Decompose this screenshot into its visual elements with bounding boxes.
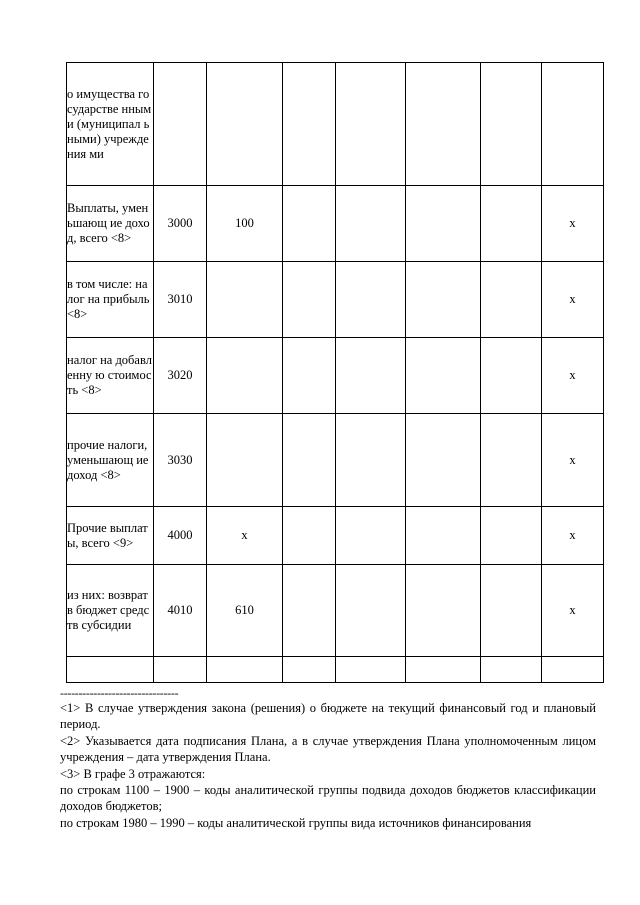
footnote-2: <2> Указывается дата подписания Плана, а в случае утверждения Плана уполномоченным лицом учреждения – дата утверждения Плана. [60,733,596,765]
footnote-3: <3> В графе 3 отражаются: [60,766,206,781]
row-name-cell: в том числе: налог на прибыль <8> [67,262,154,338]
table-row [67,63,604,186]
empty-cell [406,338,481,414]
empty-cell [406,565,481,657]
empty-cell [481,186,542,262]
empty-cell [283,262,336,338]
footnote-3-line-1: по строкам 1100 – 1900 – коды аналитической группы подвида доходов бюджетов классификации доходов бюджетов; [60,783,596,814]
table-row [67,338,604,414]
empty-cell [481,414,542,507]
empty-cell [283,565,336,657]
empty-cell [336,565,406,657]
row-code-cell: 3010 [154,262,207,338]
row-name-cell: Выплаты, уменьшающ ие доход, всего <8> [67,186,154,262]
last-col-cell: x [542,262,604,338]
empty-cell [283,338,336,414]
col3-cell [207,414,283,507]
empty-cell [283,414,336,507]
row-code-cell: 3020 [154,338,207,414]
empty-cell [283,657,336,683]
empty-cell [283,507,336,565]
empty-cell [336,262,406,338]
row-name-cell: из них: возврат в бюджет средств субсидии [67,565,154,657]
empty-cell [481,262,542,338]
col3-cell: 100 [207,186,283,262]
empty-cell [283,186,336,262]
empty-cell [336,414,406,507]
empty-cell [336,507,406,565]
row-code-cell [154,657,207,683]
table-row [67,262,604,338]
last-col-cell: x [542,565,604,657]
empty-cell [481,507,542,565]
empty-cell [336,657,406,683]
last-col-cell: x [542,338,604,414]
last-col-cell [542,63,604,186]
empty-cell [481,657,542,683]
table-row [67,565,604,657]
empty-cell [406,414,481,507]
col3-cell [207,657,283,683]
row-code-cell: 4000 [154,507,207,565]
row-name-cell: налог на добавленну ю стоимость <8> [67,338,154,414]
last-col-cell: x [542,414,604,507]
row-code-cell: 3000 [154,186,207,262]
row-code-cell: 3030 [154,414,207,507]
col3-cell [207,63,283,186]
col3-cell [207,338,283,414]
last-col-cell [542,657,604,683]
col3-cell: x [207,507,283,565]
col3-cell: 610 [207,565,283,657]
empty-cell [406,262,481,338]
footnote-1: <1> В случае утверждения закона (решения) о бюджете на текущий финансовый год и плановый период. [60,701,596,732]
empty-cell [336,338,406,414]
col3-cell [207,262,283,338]
table-row [67,507,604,565]
last-col-cell: x [542,186,604,262]
empty-cell [406,507,481,565]
row-code-cell: 4010 [154,565,207,657]
empty-cell [481,565,542,657]
financial-plan-table [66,62,604,683]
table-row [67,186,604,262]
empty-cell [406,186,481,262]
row-name-cell [67,657,154,683]
footnote-separator: -------------------------------- [60,686,179,700]
last-col-cell: x [542,507,604,565]
empty-cell [336,63,406,186]
row-code-cell [154,63,207,186]
empty-cell [481,338,542,414]
empty-cell [481,63,542,186]
empty-cell [336,186,406,262]
table-row [67,414,604,507]
table-row [67,657,604,683]
row-name-cell: прочие налоги, уменьшающ ие доход <8> [67,414,154,507]
empty-cell [406,657,481,683]
empty-cell [406,63,481,186]
footnote-3-line-2: по строкам 1980 – 1990 – коды аналитической группы вида источников финансирования [60,815,532,830]
empty-cell [283,63,336,186]
row-name-cell: Прочие выплаты, всего <9> [67,507,154,565]
row-name-cell: о имущества государстве нными (муниципал ьными) учреждения ми [67,63,154,186]
footnotes [60,700,596,831]
